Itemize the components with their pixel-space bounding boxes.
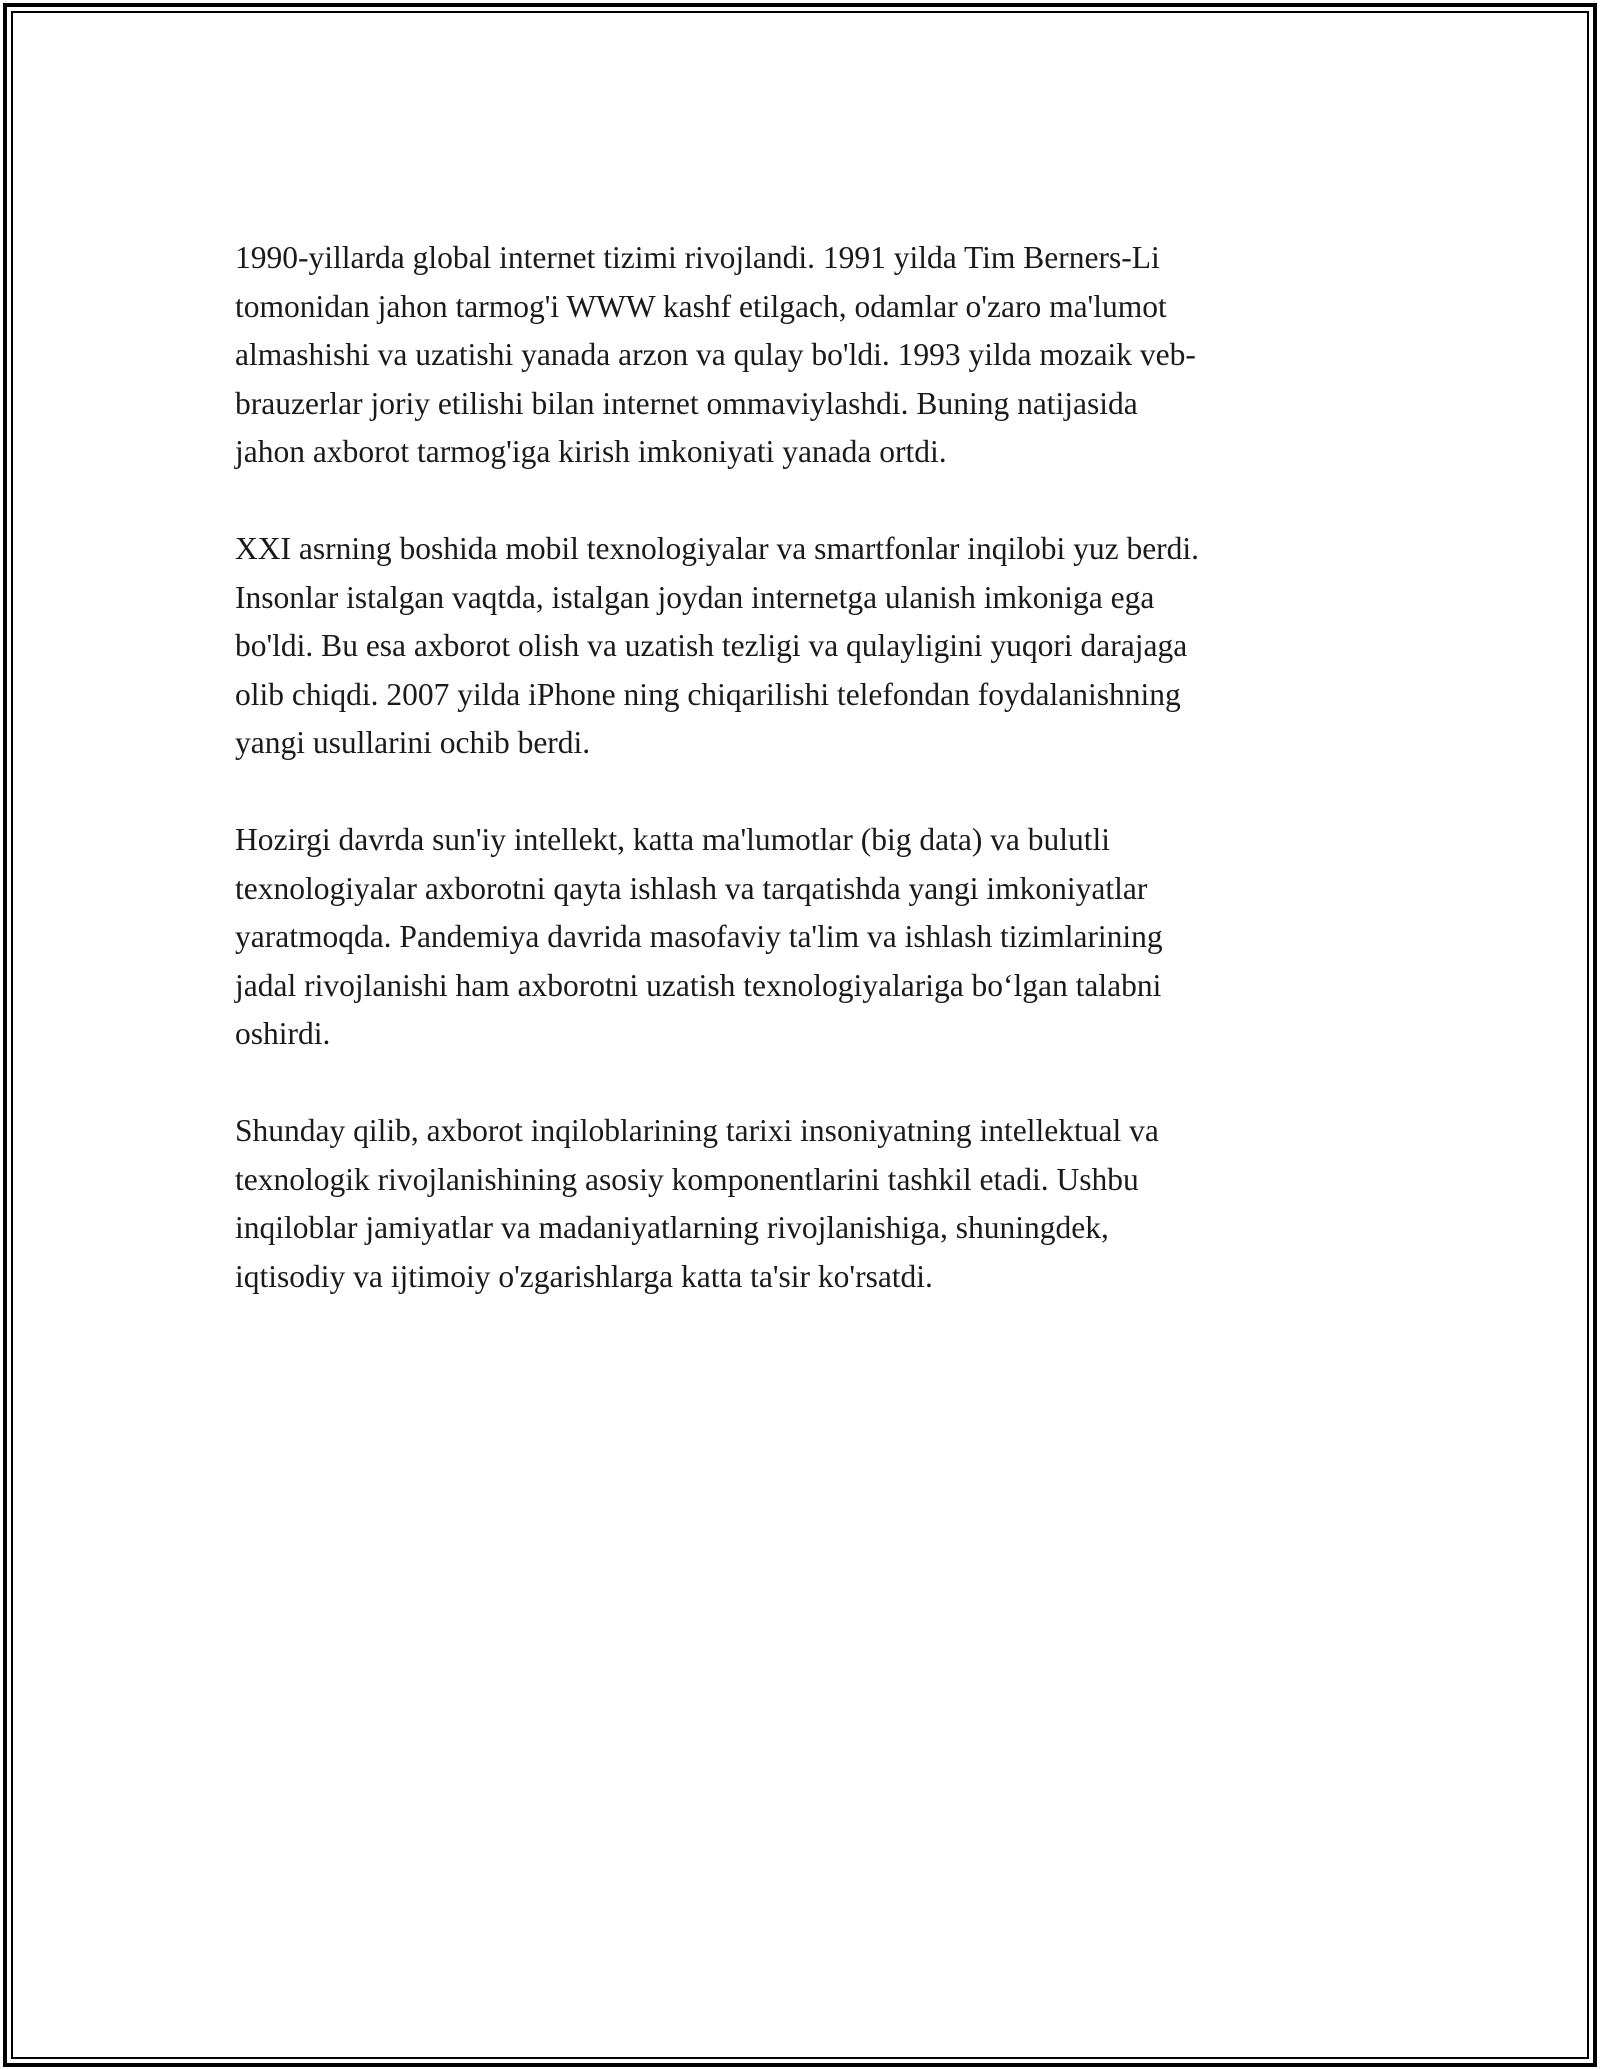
paragraph-internet: 1990-yillarda global internet tizimi rivojlandi. 1991 yilda Tim Berners-Li tomonidan jahon tarmog'i WWW kashf etilgach, odamlar o'zaro ma'lumot almashishi va uzatishi yanada arzon va qulay bo'ldi. 1993 yilda mozaik veb- brauzerlar joriy etilishi bilan internet ommaviylashdi. Buning natijasida jahon axborot tarmog'iga kirish imkoniyati yanada ortdi. xyxy=(235,240,1196,469)
paragraph-conclusion: Shunday qilib, axborot inqiloblarining tarixi insoniyatning intellektual va texnologik rivojlanishining asosiy komponentlarini tashkil etadi. Ushbu inqiloblar jamiyatlar va madaniyatlarning rivojlanishiga, shuningdek, iqtisodiy va ijtimoiy o'zgarishlarga katta ta'sir ko'rsatdi. xyxy=(235,1113,1159,1294)
paragraph-ai: Hozirgi davrda sun'iy intellekt, katta ma'lumotlar (big data) va bulutli texnologiyalar axborotni qayta ishlash va tarqatishda yangi imkoniyatlar yaratmoqda. Pandemiya davrida masofaviy ta'lim va ishlash tizimlarining jadal rivojlanishi ham axborotni uzatish texnologiyalariga bo‘lgan talabni oshirdi. xyxy=(235,822,1163,1051)
document-body xyxy=(235,234,1375,1350)
paragraph-mobile: XXI asrning boshida mobil texnologiyalar va smartfonlar inqilobi yuz berdi. Insonlar istalgan vaqtda, istalgan joydan internetga ulanish imkoniga ega bo'ldi. Bu esa axborot olish va uzatish tezligi va qulayligini yuqori darajaga olib chiqdi. 2007 yilda iPhone ning chiqarilishi telefondan foydalanishning yangi usullarini ochib berdi. xyxy=(235,531,1200,760)
